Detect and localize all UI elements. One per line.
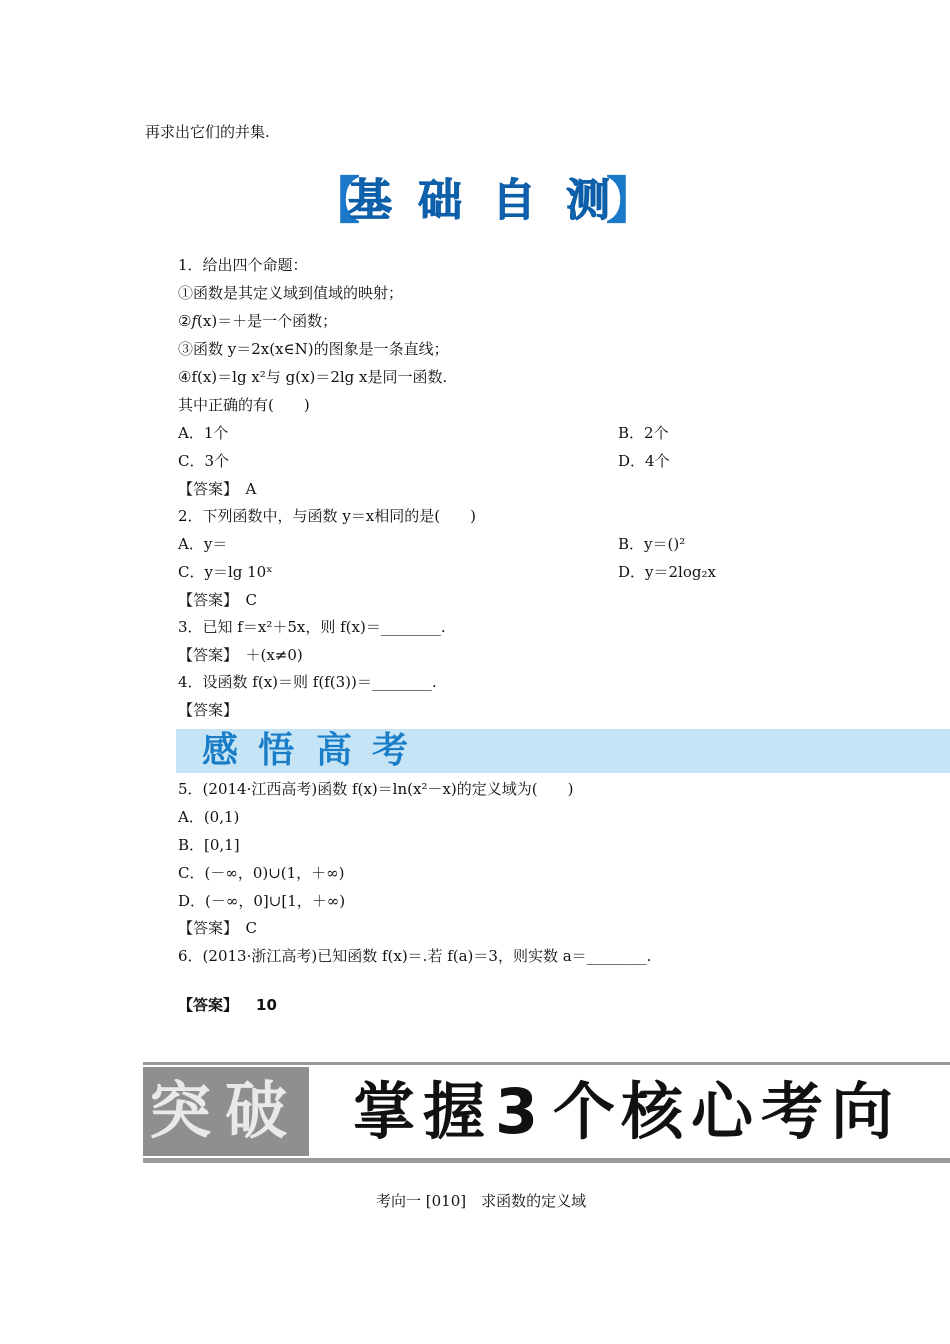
- q1-p2-lead: ②: [178, 312, 192, 330]
- q1-option-c: C．3个: [178, 452, 230, 470]
- footer-line: 考向一 [010] 求函数的定义域: [376, 1192, 587, 1210]
- section-banner-basic-self-test: [310, 172, 656, 230]
- q2-answer: 【答案】 C: [178, 591, 257, 609]
- band2-char-3: 高: [316, 730, 353, 771]
- title-char-6: 心: [691, 1075, 754, 1148]
- q6-answer: [178, 995, 277, 1015]
- q2-stem: 2．下列函数中，与函数 y＝x相同的是( ): [178, 507, 476, 525]
- q6-answer-value: 10: [256, 996, 277, 1014]
- q1-proposition-1: ①函数是其定义域到值域的映射；: [178, 284, 404, 302]
- q4-stem: 4．设函数 f(x)＝则 f(f(3))＝________.: [178, 673, 437, 691]
- band2-char-1: 感: [202, 730, 239, 771]
- title-char-3: 3: [495, 1075, 539, 1148]
- q1-option-b: B．2个: [618, 424, 669, 442]
- q2-option-b: B．y＝()²: [618, 535, 686, 553]
- band2-char-4: 考: [372, 730, 409, 771]
- q6-stem: 6．(2013·浙江高考)已知函数 f(x)＝.若 f(a)＝3，则实数 a＝________.: [178, 947, 652, 965]
- title-char-1: 掌: [353, 1075, 416, 1148]
- title-char-5: 核: [621, 1075, 684, 1148]
- q4-answer: 【答案】: [178, 701, 239, 719]
- intro-line: 再求出它们的并集.: [145, 123, 270, 141]
- section-banner-exam-insight: [176, 729, 950, 773]
- grey-char-2: 破: [225, 1074, 288, 1147]
- title-char-4: 个: [553, 1075, 616, 1148]
- bracket-left: 【: [310, 172, 360, 230]
- title-char-2: 握: [423, 1075, 486, 1148]
- q2-option-a: A．y＝: [178, 535, 228, 553]
- banner-char-3: 自: [492, 175, 536, 226]
- q2-option-c: C．y＝lg 10ˣ: [178, 563, 273, 581]
- section-banner-breakthrough: [143, 1062, 950, 1163]
- q1-stem: 1．给出四个命题：: [178, 256, 308, 274]
- q5-option-d: D．(－∞，0]∪[1，＋∞): [178, 892, 346, 910]
- banner-char-4: 测: [566, 175, 610, 226]
- bracket-right: 】: [606, 172, 656, 230]
- title-char-7: 考: [761, 1075, 824, 1148]
- q1-option-d: D．4个: [618, 452, 670, 470]
- q5-option-a: A．(0,1): [178, 808, 240, 826]
- banner-bottom-rule: [143, 1158, 950, 1163]
- q1-answer: 【答案】 A: [178, 480, 257, 498]
- q1-p2-f: f: [191, 312, 198, 330]
- banner-char-2: 础: [418, 175, 462, 226]
- q2-option-d: D．y＝2log₂x: [618, 563, 716, 581]
- title-char-8: 向: [831, 1075, 894, 1148]
- q1-proposition-3: ③函数 y＝2x(x∈N)的图象是一条直线；: [178, 340, 449, 358]
- q5-option-b: B．[0,1]: [178, 836, 240, 854]
- banner-top-rule: [143, 1062, 950, 1065]
- q1-ask: 其中正确的有( ): [178, 396, 310, 414]
- q5-option-c: C．(－∞，0)∪(1，＋∞): [178, 864, 345, 882]
- q5-stem: 5．(2014·江西高考)函数 f(x)＝ln(x²－x)的定义域为( ): [178, 780, 574, 798]
- q5-answer: 【答案】 C: [178, 919, 257, 937]
- q1-proposition-4: ④f(x)＝lg x²与 g(x)＝2lg x是同一函数.: [178, 368, 448, 386]
- q1-option-a: A．1个: [178, 424, 229, 442]
- q1-proposition-2: [178, 311, 337, 331]
- q3-stem: 3．已知 f＝x²＋5x，则 f(x)＝________.: [178, 618, 446, 636]
- grey-char-1: 突: [149, 1074, 212, 1147]
- banner-char-1: 基: [348, 175, 392, 226]
- q3-answer: 【答案】 ＋(x≠0): [178, 646, 303, 664]
- q6-answer-label: 【答案】: [178, 996, 239, 1014]
- band2-char-2: 悟: [258, 730, 295, 771]
- q1-p2-rest: (x)＝＋是一个函数；: [197, 312, 338, 330]
